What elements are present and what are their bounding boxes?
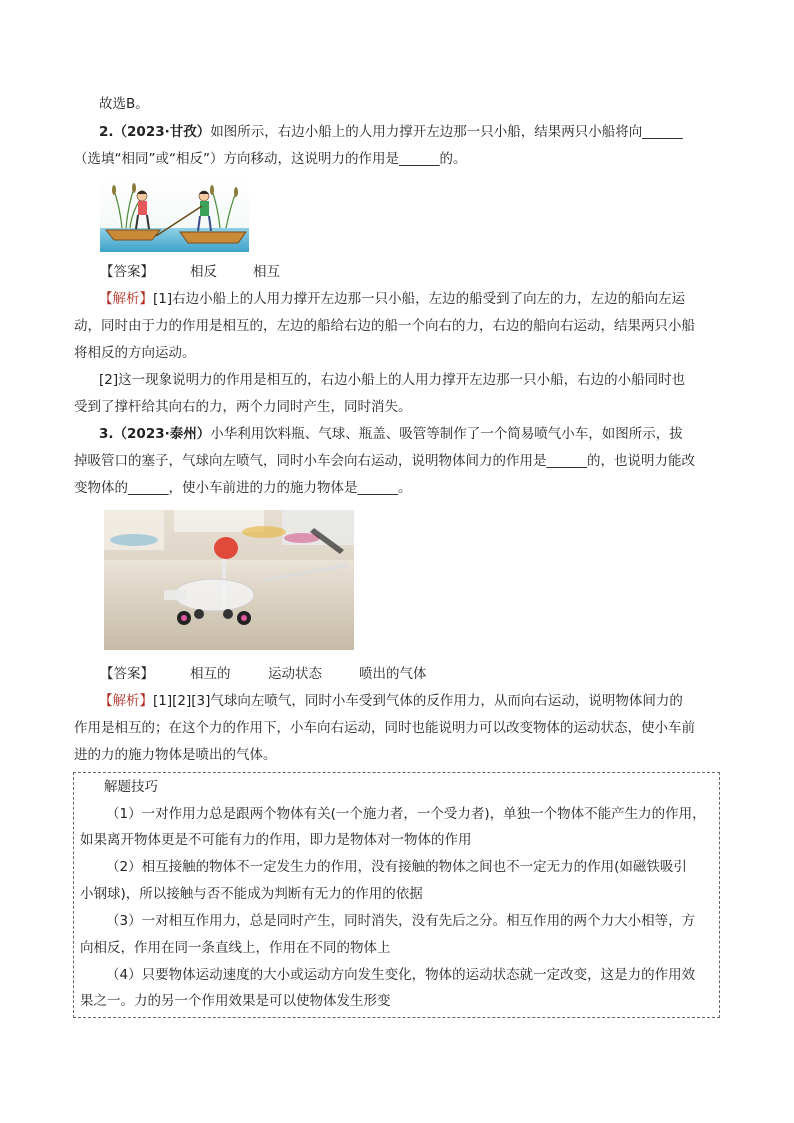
tips-line-2: 如果离开物体更是不可能有力的作用，即力是物体对一物体的作用	[80, 832, 472, 848]
q2-analysis-line-5: 受到了撑杆给其向右的力，两个力同时产生，同时消失。	[74, 399, 412, 415]
q3-text-a: 小华利用饮料瓶、气球、瓶盖、吸管等制作了一个简易喷气小车，如图所示，拔	[210, 426, 683, 442]
q3-answer-2: 运动状态	[268, 666, 322, 682]
q3-answer-1: 相互的	[190, 666, 231, 682]
q3-answer-3: 喷出的气体	[359, 666, 427, 682]
q2-analysis-label: 【解析】	[99, 291, 153, 307]
tips-line-4: 小钢球)，所以接触与否不能成为判断有无力的作用的依据	[80, 886, 423, 902]
tips-title: 解题技巧	[104, 779, 158, 795]
q2-analysis-line-2: 动，同时由于力的作用是相互的，左边的船给右边的船一个向右的力，右边的船向右运动，结果两只小船	[74, 318, 695, 334]
q2-answer-label: 【答案】	[100, 264, 154, 280]
q2-answer-1: 相反	[190, 264, 217, 280]
q3-analysis-label: 【解析】	[99, 693, 153, 709]
q2-source: （2023·甘孜）	[113, 124, 211, 140]
q2-stem-line-2: （选填“相同”或“相反”）方向移动，这说明力的作用是______的。	[74, 151, 467, 167]
q2-analysis-line-3: 将相反的方向运动。	[74, 345, 196, 361]
q2-analysis-line-1: 【解析】[1]右边小船上的人用力撑开左边那一只小船，左边的船受到了向左的力，左边的船向左运	[99, 291, 686, 307]
q3-number: 3.	[99, 426, 114, 442]
q3-analysis-line-2: 作用是相互的；在这个力的作用下，小车向右运动，同时也能说明力可以改变物体的运动状态，使小车前	[74, 720, 695, 736]
q2-number: 2.	[99, 124, 114, 140]
q3-stem-line-1	[99, 425, 683, 443]
q3-stem-line-3: 变物体的______，使小车前进的力的施力物体是______。	[74, 480, 412, 496]
q3-analysis-line-3: 进的力的施力物体是喷出的气体。	[74, 747, 277, 763]
tips-line-5: （3）一对相互作用力，总是同时产生，同时消失，没有先后之分。相互作用的两个力大小相等，方	[106, 913, 696, 929]
tips-line-8: 果之一。力的另一个作用效果是可以使物体发生形变	[80, 993, 391, 1009]
q2-stem-line-1	[99, 123, 683, 141]
tips-line-1: （1）一对作用力总是跟两个物体有关(一个施力者，一个受力者)，单独一个物体不能产生力的作用，	[106, 806, 706, 822]
q1-conclusion: 故选B。	[99, 96, 149, 112]
q2-analysis-line-4: [2]这一现象说明力的作用是相互的，右边小船上的人用力撑开左边那一只小船，右边的小船同时也	[99, 372, 686, 388]
tips-line-6: 向相反，作用在同一条直线上，作用在不同的物体上	[80, 940, 391, 956]
q3-source: （2023·泰州）	[113, 426, 211, 442]
q3-balloon-car-photo	[104, 510, 354, 650]
q3-stem-line-2: 掉吸管口的塞子，气球向左喷气，同时小车会向右运动，说明物体间力的作用是______的，也说明力能改	[74, 453, 695, 469]
q2-answer-2: 相互	[253, 264, 280, 280]
q2-text-a: 如图所示，右边小船上的人用力撑开左边那一只小船，结果两只小船将向______	[210, 124, 683, 140]
tips-line-3: （2）相互接触的物体不一定发生力的作用，没有接触的物体之间也不一定无力的作用(如磁铁吸引	[106, 859, 687, 875]
q3-analysis-line-1: 【解析】[1][2][3]气球向左喷气，同时小车受到气体的反作用力，从而向右运动，说明物体间力的	[99, 693, 683, 709]
tips-line-7: （4）只要物体运动速度的大小或运动方向发生变化，物体的运动状态就一定改变，这是力的作用效	[106, 967, 696, 983]
q2-boats-illustration	[100, 178, 249, 252]
q3-answer-label: 【答案】	[100, 666, 154, 682]
